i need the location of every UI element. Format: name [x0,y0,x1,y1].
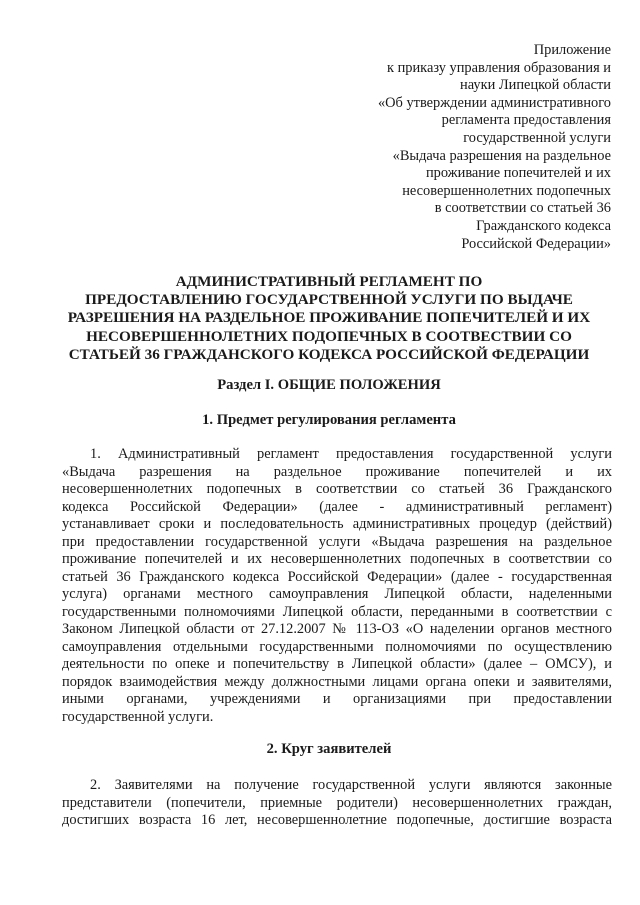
paragraph-line: проживание попечителей и их несовершеннолетних подопечных в соответствии со [62,551,612,567]
appendix-line: «Выдача разрешения на раздельное [392,147,611,164]
paragraph-line: государственными полномочиями Липецкой области, переданными в соответствии с [62,603,612,620]
paragraph-line: 2. Заявителями на получение государственной услуги являются законные [90,777,612,793]
appendix-line: регламента предоставления [441,112,611,129]
paragraph-line: представители (попечители, приемные родители) несовершеннолетних граждан, [62,794,612,811]
paragraph-line: при предоставлении государственной услуги «Выдача разрешения на раздельное [62,533,612,550]
appendix-line: несовершеннолетних подопечных [402,182,611,199]
title-line: НЕСОВЕРШЕННОЛЕТНИХ ПОДОПЕЧНЫХ В СООТВЕСТВИИ СО [86,327,572,345]
paragraph-line: самоуправления отдельными государственными полномочиями по осуществлению [62,638,612,655]
appendix-line: Гражданского кодекса [476,217,611,234]
subsection-heading: 1. Предмет регулирования регламента [202,412,456,428]
appendix-line: в соответствии со статьей 36 [434,200,611,217]
paragraph-line: достигших возраста 16 лет, несовершеннолетние подопечные, достигшие возраста [62,812,612,828]
paragraph-line: кодекса Российской Федерации» (далее - административный регламент) [62,498,612,515]
paragraph-2 [62,777,612,830]
paragraph-line: несовершеннолетних подопечных в соответствии со статьей 36 Гражданского [62,481,612,497]
appendix-line: «Об утверждении административного [377,94,611,111]
paragraph-line: Законом Липецкой области от 27.12.2007 № 113-ОЗ «О наделении органов местного [62,621,612,637]
appendix-line: государственной услуги [463,129,611,146]
title-line: АДМИНИСТРАТИВНЫЙ РЕГЛАМЕНТ ПО [175,273,483,290]
paragraph-line: государственной услуги. [62,708,214,725]
paragraph-line: устанавливает сроки и последовательность административных процедур (действий) [62,516,612,532]
paragraph-line: деятельности по опеке и попечительству в Липецкой области» (далее – ОМСУ), и [62,656,612,672]
document-title [50,273,608,364]
appendix-line: к приказу управления образования и [386,59,611,76]
paragraph-line: «Выдача разрешения на раздельное проживание попечителей и их [62,463,612,480]
paragraph-1 [62,446,612,726]
appendix-line: науки Липецкой области [460,77,611,94]
appendix-line: Приложение [533,42,611,58]
paragraph-line: порядок взаимодействия между должностными лицами органа опеки и заявителями, [62,673,612,690]
appendix-line: Российской Федерации» [461,235,611,252]
appendix-block [300,42,611,253]
paragraph-line: иными органами, учреждениями и организациями при предоставлении [62,691,612,707]
title-line: РАЗРЕШЕНИЯ НА РАЗДЕЛЬНОЕ ПРОЖИВАНИЕ ПОПЕЧИТЕЛЕЙ И ИХ [67,309,591,327]
paragraph-line: 1. Административный регламент предоставления государственной услуги [90,446,612,462]
section-heading: Раздел I. ОБЩИЕ ПОЛОЖЕНИЯ [217,377,441,393]
title-line: СТАТЬЕЙ 36 ГРАЖДАНСКОГО КОДЕКСА РОССИЙСКОЙ ФЕДЕРАЦИИ [68,345,590,363]
appendix-line: проживание попечителей и их [425,165,611,182]
paragraph-line: статьей 36 Гражданского кодекса Российской Федерации» (далее - государственная [62,568,612,585]
subsection-heading: 2. Круг заявителей [266,741,392,757]
paragraph-line: услуга) органами местного самоуправления Липецкой области, наделенными [62,586,612,602]
title-line: ПРЕДОСТАВЛЕНИЮ ГОСУДАРСТВЕННОЙ УСЛУГИ ПО ВЫДАЧЕ [85,291,573,309]
